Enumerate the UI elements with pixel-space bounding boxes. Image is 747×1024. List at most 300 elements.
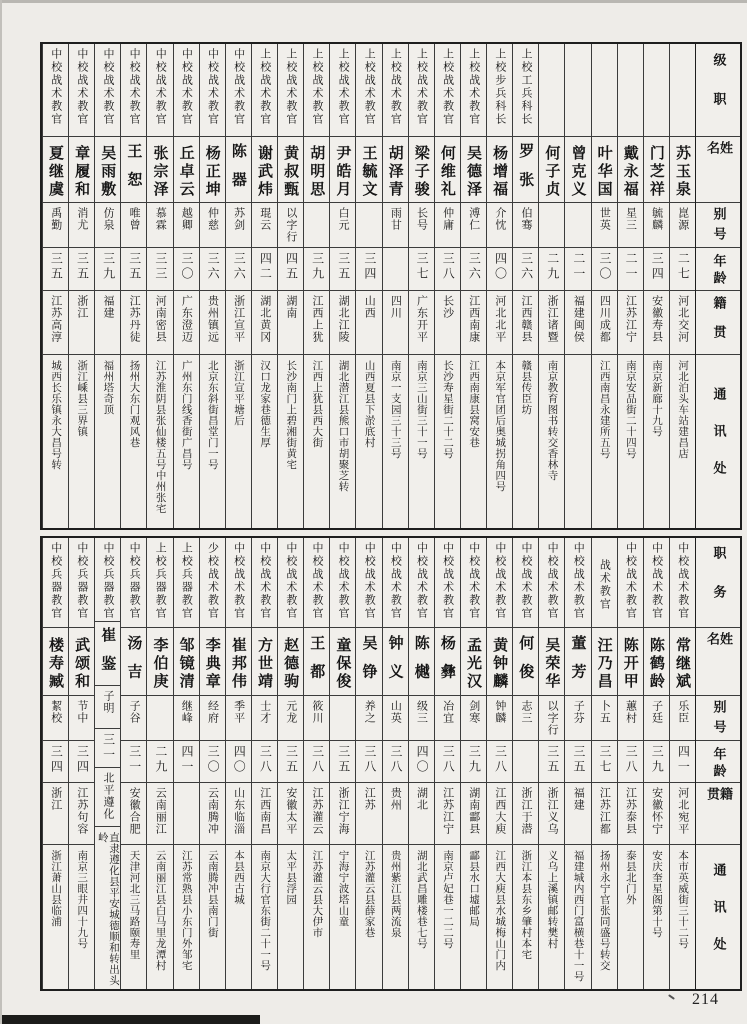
age-cell <box>278 741 303 783</box>
origin-cell-text: 江苏高淳 <box>49 295 63 343</box>
name-cell <box>252 628 277 696</box>
name-cell <box>174 628 199 696</box>
alias-cell <box>435 203 460 248</box>
alias-cell <box>435 696 460 741</box>
origin-cell-text: 河北交河 <box>676 295 690 343</box>
address-cell <box>513 355 538 528</box>
address-cell-text: 浙江宣平塘后 <box>232 360 245 426</box>
officer-column <box>486 538 512 989</box>
header-label-age <box>696 741 740 783</box>
origin-cell <box>252 783 277 845</box>
origin-cell-text: 江西南昌 <box>258 787 272 835</box>
age-cell-text: 三〇 <box>597 252 612 282</box>
age-cell <box>383 741 408 783</box>
age-cell-text: 三〇 <box>206 745 221 775</box>
alias-cell <box>461 696 486 741</box>
officer-column <box>199 44 225 528</box>
origin-cell-text: 浙江宣平 <box>232 295 246 343</box>
officer-column <box>617 44 643 528</box>
name-cell-text: 何维礼 <box>438 144 457 199</box>
rank-cell-text: 上校战术教官 <box>467 48 481 126</box>
name-cell <box>618 137 643 203</box>
origin-cell <box>539 783 564 845</box>
age-cell-text: 三六 <box>519 252 534 282</box>
origin-cell <box>487 291 512 355</box>
origin-cell <box>435 783 460 845</box>
age-cell-text: 三八 <box>310 745 325 775</box>
rank-cell <box>461 44 486 137</box>
age-cell-text: 三四 <box>49 745 64 775</box>
rank-cell <box>487 538 512 628</box>
age-cell <box>252 741 277 783</box>
table-header-column <box>695 44 740 528</box>
age-cell-text: 三五 <box>336 252 351 282</box>
name-cell <box>226 628 251 696</box>
officer-column <box>460 44 486 528</box>
age-cell <box>356 741 381 783</box>
alias-cell-text: 崑源 <box>676 207 690 231</box>
origin-cell-text: 云南腾冲 <box>206 787 220 835</box>
alias-cell-text: 剑寒 <box>467 700 481 724</box>
age-cell-text: 三四 <box>75 745 90 775</box>
rank-cell-text: 上校战术教官 <box>415 48 429 126</box>
address-cell <box>43 355 68 528</box>
alias-cell <box>383 696 408 741</box>
origin-cell <box>670 291 695 355</box>
name-cell-text: 何俊 <box>517 635 536 692</box>
address-cell-text: 南京三眼井四十九号 <box>76 850 89 949</box>
officer-column <box>512 538 538 989</box>
name-cell-text: 章履和 <box>73 144 92 199</box>
address-cell-text: 天津河北三马路颐寿里 <box>128 850 141 960</box>
address-cell-text: 云南腾冲县南门街 <box>206 850 219 938</box>
address-cell-text: 本县西古城 <box>232 850 245 905</box>
scan-edge-left <box>0 0 2 1024</box>
age-cell <box>592 741 617 783</box>
origin-cell <box>278 291 303 355</box>
name-cell <box>356 137 381 203</box>
rank-cell-text: 中校兵器教官 <box>128 542 142 620</box>
rank-cell-text: 中校战术教官 <box>650 542 664 620</box>
officer-column <box>120 44 146 528</box>
name-cell <box>487 137 512 203</box>
name-cell-text: 陈樾 <box>412 635 431 692</box>
officer-column <box>434 538 460 989</box>
officer-column <box>94 44 120 528</box>
address-cell-text: 江西南昌永建所五号 <box>598 360 611 459</box>
header-label-rank-text: 级职 <box>710 53 726 131</box>
alias-cell <box>278 203 303 248</box>
officer-column <box>68 538 94 989</box>
rank-cell-text: 中校战术教官 <box>154 48 168 126</box>
age-cell-text: 四〇 <box>493 252 508 282</box>
name-cell-text: 崔邦伟 <box>229 636 248 691</box>
name-cell-text: 黄钟麟 <box>491 636 510 691</box>
rank-cell-text: 上校战术教官 <box>337 48 351 126</box>
origin-cell-text: 四川 <box>389 295 403 319</box>
alias-cell-text: 世英 <box>598 207 612 231</box>
name-cell <box>43 628 68 696</box>
age-cell <box>592 248 617 291</box>
rank-cell-text: 中校战术教官 <box>258 542 272 620</box>
address-cell <box>174 355 199 528</box>
name-cell-text: 吴荣华 <box>543 636 562 691</box>
age-cell <box>487 741 512 783</box>
rank-cell-text: 中校战术教官 <box>676 542 690 620</box>
address-cell-text: 河北泊头车站建昌店 <box>677 360 690 459</box>
age-cell <box>670 741 695 783</box>
name-cell-text: 常继斌 <box>673 636 692 691</box>
address-cell-text: 长沙寿星街二十二号 <box>441 360 454 459</box>
age-cell-text: 三五 <box>75 252 90 282</box>
address-cell <box>592 845 617 989</box>
name-cell <box>565 137 590 203</box>
address-cell <box>618 845 643 989</box>
age-cell <box>69 248 94 291</box>
address-cell-text: 安庆奎星阁第十号 <box>650 850 663 938</box>
origin-cell <box>565 291 590 355</box>
address-cell <box>670 355 695 528</box>
address-cell <box>487 355 512 528</box>
rank-cell-text: 中校战术教官 <box>389 542 403 620</box>
address-cell-text: 浙江嵊县三界镇 <box>76 360 89 437</box>
alias-cell <box>95 203 120 248</box>
alias-cell-text: 禹勤 <box>49 207 63 231</box>
age-cell <box>356 248 381 291</box>
name-cell-text: 胡泽青 <box>386 144 405 199</box>
alias-cell-text: 溥仁 <box>467 207 481 231</box>
name-cell <box>121 137 146 203</box>
address-cell <box>95 355 120 528</box>
rank-cell <box>226 538 251 628</box>
rank-cell-text: 上校战术教官 <box>389 48 403 126</box>
origin-cell <box>409 783 434 845</box>
age-cell-text: 三六 <box>232 252 247 282</box>
rank-cell <box>618 44 643 137</box>
origin-cell-text: 湖南 <box>284 295 298 319</box>
alias-cell <box>539 696 564 741</box>
age-cell <box>618 741 643 783</box>
name-cell-text: 董芳 <box>569 635 588 692</box>
alias-cell <box>565 203 590 248</box>
origin-cell-text: 福建 <box>102 295 115 319</box>
alias-cell <box>356 696 381 741</box>
rank-cell <box>644 538 669 628</box>
age-cell <box>121 741 146 783</box>
address-cell-text: 浙江萧山县临浦 <box>50 850 63 927</box>
age-cell-text: 三〇 <box>179 252 194 282</box>
name-cell-text: 王恕 <box>125 143 144 200</box>
origin-cell <box>513 783 538 845</box>
age-cell-text: 三九 <box>310 252 325 282</box>
name-cell-text: 梁子骏 <box>412 144 431 199</box>
name-cell <box>200 628 225 696</box>
origin-cell <box>670 783 695 845</box>
origin-cell-text: 长沙 <box>441 295 455 319</box>
origin-cell-text: 江苏丹徒 <box>128 295 142 343</box>
rank-cell <box>565 44 590 137</box>
officer-column <box>225 538 251 989</box>
origin-cell-text: 安徽怀宁 <box>650 787 664 835</box>
alias-cell-text: 以字行 <box>284 207 298 243</box>
alias-cell <box>69 203 94 248</box>
alias-cell <box>174 696 199 741</box>
alias-cell <box>513 696 538 741</box>
officer-column <box>512 44 538 528</box>
address-cell <box>356 845 381 989</box>
address-cell <box>278 845 303 989</box>
age-cell-text: 二九 <box>545 252 560 282</box>
alias-cell <box>670 696 695 741</box>
rank-cell-text: 战术教官 <box>598 558 612 611</box>
alias-cell-text: 以字行 <box>546 700 560 736</box>
address-cell <box>330 355 355 528</box>
alias-cell <box>565 696 590 741</box>
age-cell-text: 三九 <box>467 745 482 775</box>
rank-cell-text: 中校战术教官 <box>284 542 298 620</box>
officer-column <box>173 44 199 528</box>
name-cell-text: 邹镜清 <box>177 636 196 691</box>
name-cell-text: 罗张 <box>517 143 536 200</box>
alias-cell <box>252 696 277 741</box>
alias-cell-text: 毓麟 <box>650 207 664 231</box>
name-cell-text: 吴德泽 <box>464 144 483 199</box>
page-number: 214 <box>692 991 719 1008</box>
header-label-address-text: 通讯处 <box>710 387 726 498</box>
age-cell <box>174 248 199 291</box>
address-cell-text: 赣县传臣坊 <box>520 360 533 415</box>
address-cell-text: 湖北武昌雕楼巷七号 <box>415 850 428 949</box>
rank-cell <box>670 44 695 137</box>
rank-cell-text: 少校战术教官 <box>206 542 220 620</box>
origin-cell-text: 安徽寿县 <box>650 295 664 343</box>
address-cell-text: 扬州大东门观风巷 <box>128 360 141 448</box>
age-cell <box>95 729 120 769</box>
header-label-alias-text: 别号 <box>710 700 726 740</box>
age-cell <box>383 248 408 291</box>
alias-cell <box>121 696 146 741</box>
name-cell <box>330 628 355 696</box>
alias-cell-text: 卜五 <box>598 700 612 724</box>
address-cell <box>461 355 486 528</box>
origin-cell <box>252 291 277 355</box>
alias-cell <box>644 203 669 248</box>
header-label-alias <box>696 696 740 741</box>
name-cell-text: 汪乃昌 <box>595 636 614 691</box>
rank-cell-text: 上校战术教官 <box>363 48 377 126</box>
alias-cell <box>43 203 68 248</box>
rank-cell-text: 中校兵器教官 <box>75 542 89 620</box>
origin-cell-text: 河南密县 <box>154 295 168 343</box>
rank-cell-text: 上校步兵科长 <box>493 48 507 126</box>
officer-table-bottom <box>40 536 742 991</box>
age-cell <box>565 248 590 291</box>
name-cell <box>252 137 277 203</box>
officer-column <box>382 44 408 528</box>
header-label-age-text: 年龄 <box>710 254 726 288</box>
scan-edge-bottom-dark <box>0 1015 260 1024</box>
name-cell <box>43 137 68 203</box>
officer-column <box>225 44 251 528</box>
origin-cell-text: 福建 <box>572 787 586 811</box>
alias-cell <box>383 203 408 248</box>
address-cell-text: 泰县北门外 <box>624 850 637 905</box>
officer-column <box>617 538 643 989</box>
alias-cell-text: 子谷 <box>128 700 142 724</box>
age-cell-text: 三九 <box>101 252 116 282</box>
address-cell-text: 福州塔奇顶 <box>102 360 115 415</box>
alias-cell-text: 蕙村 <box>624 700 638 724</box>
rank-cell <box>513 44 538 137</box>
address-cell <box>644 355 669 528</box>
origin-cell <box>565 783 590 845</box>
origin-cell <box>330 783 355 845</box>
alias-cell-text: 介忱 <box>493 207 507 231</box>
name-cell <box>121 628 146 696</box>
origin-cell-text: 浙江宁海 <box>337 787 351 835</box>
header-label-name <box>696 628 740 696</box>
name-cell <box>383 137 408 203</box>
origin-cell-text: 江西南康 <box>467 295 481 343</box>
name-cell-text: 李典章 <box>203 636 222 691</box>
header-label-origin-text: 籍贯 <box>704 787 732 816</box>
alias-cell <box>69 696 94 741</box>
address-cell <box>435 355 460 528</box>
address-cell <box>200 845 225 989</box>
age-cell-text: 二九 <box>153 745 168 775</box>
name-cell-text: 汤吉 <box>125 635 144 692</box>
address-cell <box>252 845 277 989</box>
origin-cell <box>461 291 486 355</box>
address-cell-text: 本市英威街三十二号 <box>677 850 690 949</box>
age-cell-text: 二一 <box>571 252 586 282</box>
origin-cell-text: 湖北江陵 <box>337 295 351 343</box>
header-label-address <box>696 845 740 989</box>
alias-cell-text: 节中 <box>75 700 89 724</box>
age-cell <box>226 741 251 783</box>
officer-column <box>591 44 617 528</box>
alias-cell <box>43 696 68 741</box>
alias-cell-text: 伯骞 <box>520 207 533 231</box>
age-cell <box>461 248 486 291</box>
origin-cell <box>539 291 564 355</box>
origin-cell <box>644 783 669 845</box>
header-label-address <box>696 355 740 528</box>
name-cell <box>200 137 225 203</box>
name-cell <box>461 137 486 203</box>
rank-cell-text: 中校战术教官 <box>311 542 324 620</box>
age-cell-text: 三七 <box>597 745 612 775</box>
rank-cell <box>409 44 434 137</box>
origin-cell-text: 江西赣县 <box>520 295 533 343</box>
rank-cell-text: 中校战术教官 <box>232 542 246 620</box>
alias-cell <box>513 203 538 248</box>
alias-cell <box>174 203 199 248</box>
alias-cell-text: 季平 <box>232 700 246 724</box>
rank-cell <box>565 538 590 628</box>
name-cell <box>513 628 538 696</box>
age-cell <box>147 741 172 783</box>
address-cell <box>226 845 251 989</box>
rank-cell-text: 中校兵器教官 <box>102 542 115 620</box>
rank-cell <box>409 538 434 628</box>
origin-cell-text: 湖南酃县 <box>467 787 481 835</box>
origin-cell <box>592 783 617 845</box>
rank-cell <box>69 44 94 137</box>
alias-cell <box>330 696 355 741</box>
rank-cell <box>330 44 355 137</box>
origin-cell <box>200 291 225 355</box>
name-cell <box>226 137 251 203</box>
officer-column <box>120 538 146 989</box>
alias-cell <box>147 203 172 248</box>
age-cell <box>330 248 355 291</box>
origin-cell-text: 广东开平 <box>415 295 429 343</box>
name-cell <box>174 137 199 203</box>
scan-edge-top <box>0 0 747 3</box>
address-cell <box>69 355 94 528</box>
name-cell-text: 楼寿臧 <box>46 636 65 691</box>
rank-cell <box>461 538 486 628</box>
alias-cell <box>592 696 617 741</box>
name-cell <box>304 628 329 696</box>
rank-cell-text: 中校战术教官 <box>441 542 455 620</box>
alias-cell-text: 钟麟 <box>493 700 507 724</box>
address-cell <box>121 355 146 528</box>
address-cell <box>383 845 408 989</box>
origin-cell-text: 浙江 <box>75 295 89 319</box>
age-cell <box>278 248 303 291</box>
name-cell-text: 李伯庚 <box>151 636 170 691</box>
origin-cell <box>69 783 94 845</box>
alias-cell-text: 继峰 <box>180 700 194 724</box>
rank-cell <box>592 44 617 137</box>
address-cell <box>121 845 146 989</box>
alias-cell <box>304 203 329 248</box>
address-cell-text: 本京军官团后奥城拐角四号 <box>494 360 507 492</box>
header-label-rank-text: 职务 <box>710 545 726 624</box>
alias-cell <box>618 203 643 248</box>
origin-cell <box>383 783 408 845</box>
name-cell-text: 戴永福 <box>621 144 640 199</box>
age-cell <box>487 248 512 291</box>
officer-column <box>669 44 695 528</box>
name-cell <box>69 628 94 696</box>
origin-cell <box>304 291 329 355</box>
origin-cell-text: 福建闽侯 <box>572 295 586 343</box>
name-cell <box>592 137 617 203</box>
address-cell-text: 宁海宁波塔山童 <box>337 850 350 927</box>
alias-cell <box>670 203 695 248</box>
alias-cell-text: 养之 <box>363 700 377 724</box>
age-cell-text: 三八 <box>362 745 377 775</box>
address-cell-text: 湖北潜江县熊口市胡聚芝转 <box>337 360 350 492</box>
rank-cell-text: 上校战术教官 <box>284 48 298 126</box>
age-cell-text: 三八 <box>441 745 456 775</box>
rank-cell-text: 中校战术教官 <box>363 542 377 620</box>
rank-cell <box>592 538 617 628</box>
origin-cell-text: 安徽合肥 <box>128 787 142 835</box>
address-cell-text: 福建城内西门富横巷十一号 <box>572 850 585 982</box>
origin-cell-text: 浙江 <box>49 787 63 811</box>
origin-cell-text: 江苏泰县 <box>624 787 638 835</box>
name-cell <box>278 628 303 696</box>
alias-cell <box>487 696 512 741</box>
scan-speck <box>668 994 675 1000</box>
address-cell-text: 南京三山街三十一号 <box>415 360 428 459</box>
address-cell <box>226 355 251 528</box>
origin-cell <box>513 291 538 355</box>
